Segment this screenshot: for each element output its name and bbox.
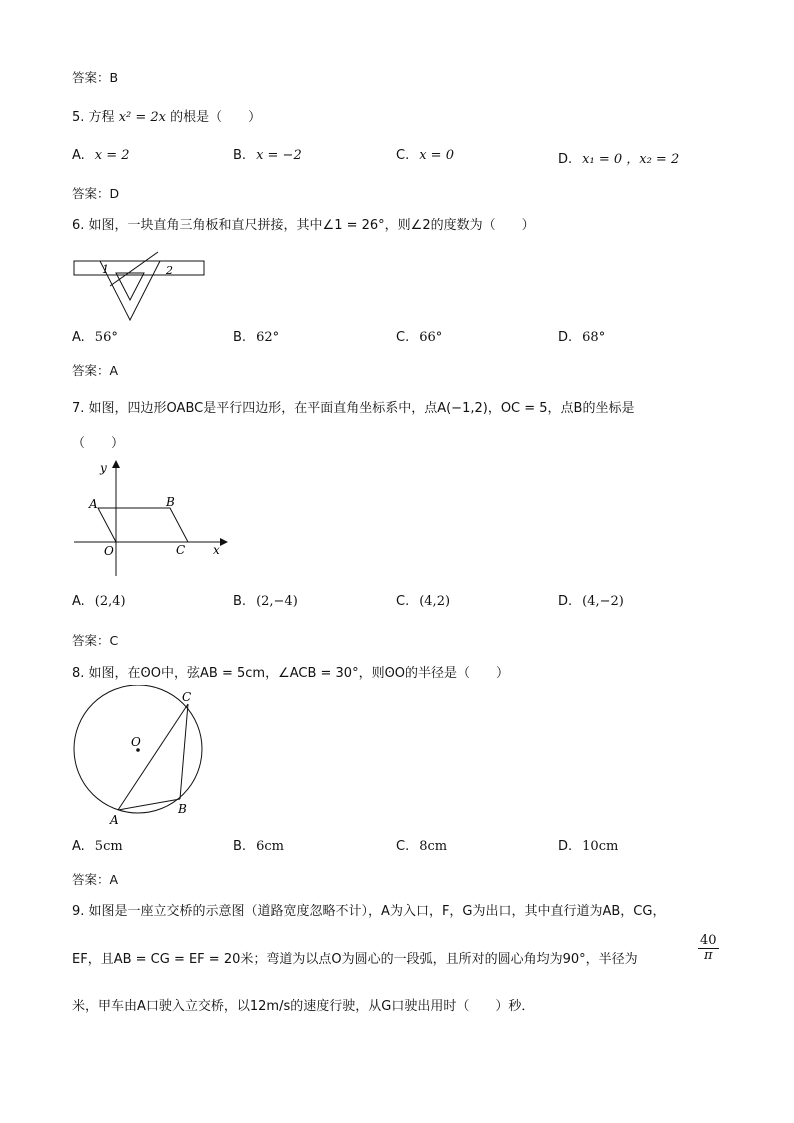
question-text: 方程 xyxy=(88,110,115,125)
point-b-label: B xyxy=(166,495,175,509)
question-8-stem xyxy=(72,662,509,681)
option-b: B. 6cm xyxy=(233,839,284,854)
option-c: C. 8cm xyxy=(396,839,448,854)
question-text: 的根是（ ） xyxy=(170,110,262,125)
option-c: C. (4,2) xyxy=(396,594,451,609)
question-number: 6. xyxy=(72,218,85,233)
y-label: y xyxy=(100,461,107,475)
answer-q8: 答案：A xyxy=(72,872,119,887)
chord-cb xyxy=(180,704,188,799)
fraction-radius xyxy=(698,934,719,964)
x-label: x xyxy=(213,543,220,557)
question-9-line-3: 米，甲车由A口驶入立交桥，以12m/s的速度行驶，从G口驶出用时（ ）秒． xyxy=(72,999,535,1014)
circle-figure xyxy=(70,685,210,830)
answer-q4: 答案：B xyxy=(72,70,119,85)
question-9-line-1 xyxy=(72,900,665,919)
question-7-paren: （ ） xyxy=(72,436,125,451)
answer-q7: 答案：C xyxy=(72,633,119,648)
answer-q6: 答案：A xyxy=(72,363,119,378)
question-9-line-2: EF，且AB = CG = EF = 20米；弯道为以点O为圆心的一段弧，且所对的圆心角均为90°，半径为 xyxy=(72,952,638,967)
equation: x² = 2x xyxy=(118,110,167,125)
option-a: A. 5cm xyxy=(72,839,123,854)
point-b-label: B xyxy=(178,802,187,816)
option-d: D. (4,−2) xyxy=(558,594,624,609)
question-7-stem xyxy=(72,397,634,416)
question-number: 7. xyxy=(72,401,85,416)
option-c: C. 66° xyxy=(396,330,443,345)
option-a: A. (2,4) xyxy=(72,594,126,609)
option-d: D. x₁ = 0 ，x₂ = 2 xyxy=(558,152,680,167)
option-b: B. 62° xyxy=(233,330,280,345)
parallelogram-figure xyxy=(70,458,230,580)
question-text: 如图是一座立交桥的示意图（道路宽度忽略不计），A为入口，F，G为出口，其中直行道为AB，CG， xyxy=(88,904,666,919)
angle-2-label: 2 xyxy=(166,264,173,277)
question-number: 8. xyxy=(72,666,85,681)
x-axis-arrow xyxy=(220,538,228,546)
triangle-edge xyxy=(110,252,158,286)
triangle-inner xyxy=(116,273,144,300)
question-number: 5. xyxy=(72,110,85,125)
option-b: B. (2,−4) xyxy=(233,594,298,609)
option-a: A. 56° xyxy=(72,330,118,345)
point-c-label: C xyxy=(182,690,192,704)
ruler-triangle-figure xyxy=(70,250,210,325)
parallelogram-oabc xyxy=(98,508,188,542)
point-c-label: C xyxy=(176,543,186,557)
point-o-label: O xyxy=(131,735,141,749)
option-d: D. 68° xyxy=(558,330,606,345)
option-c: C. x = 0 xyxy=(396,148,454,163)
angle-1-label: 1 xyxy=(102,263,109,276)
point-o-label: O xyxy=(104,544,114,558)
question-6-stem xyxy=(72,214,535,233)
triangle-outer xyxy=(100,261,160,320)
y-axis-arrow xyxy=(112,460,120,468)
question-text: 如图，四边形OABC是平行四边形，在平面直角坐标系中，点A(−1,2)，OC = 5，点B的坐标是 xyxy=(88,401,635,416)
fraction-denominator: π xyxy=(704,948,713,964)
question-5-stem xyxy=(72,106,261,125)
question-text: 如图，一块直角三角板和直尺拼接，其中∠1 = 26°，则∠2的度数为（ ） xyxy=(88,218,535,233)
point-a-label: A xyxy=(89,497,98,511)
answer-q5: 答案：D xyxy=(72,186,120,201)
question-text: 如图，在ʘO中，弦AB = 5cm，∠ACB = 30°，则ʘO的半径是（ ） xyxy=(88,666,510,681)
option-b: B. x = −2 xyxy=(233,148,302,163)
fraction-numerator: 40 xyxy=(700,933,717,948)
option-a: A. x = 2 xyxy=(72,148,130,163)
point-a-label: A xyxy=(110,813,119,827)
option-d: D. 10cm xyxy=(558,839,619,854)
question-number: 9. xyxy=(72,904,85,919)
chord-ac xyxy=(118,704,188,810)
